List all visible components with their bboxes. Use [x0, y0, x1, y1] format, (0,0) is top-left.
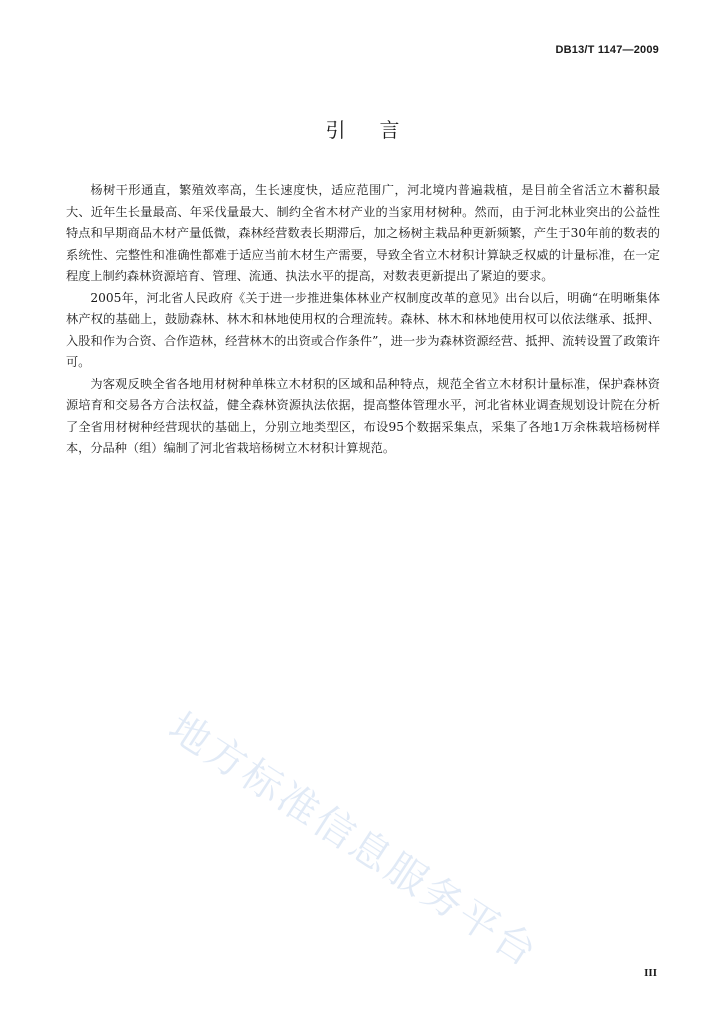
body-text: [66, 180, 660, 460]
paragraph-2: 2005年，河北省人民政府《关于进一步推进集体林业产权制度改革的意见》出台以后，明确“在明晰集体林产权的基础上，鼓励森林、林木和林地使用权的合理流转。森林、林木和林地使用权可以依法继承、抵押、入股和作为合资、合作造林，经营林木的出资或合作条件”，进一步为森林资源经营、抵押、流转设置了政策许可。: [66, 290, 660, 369]
paragraph-1: 杨树干形通直，繁殖效率高，生长速度快，适应范围广，河北境内普遍栽植，是目前全省活立木蓄积最大、近年生长量最高、年采伐量最大、制约全省木材产业的当家用材树种。然而，由于河北林业突出的公益性特点和早期商品木材产量低微，森林经营数表长期滞后，加之杨树主栽品种更新频繁，产生于30年前的数表的系统性、完整性和准确性都难于适应当前木材生产需要，导致全省立木材积计算缺乏权威的计量标准，在一定程度上制约森林资源培育、管理、流通、执法水平的提高，对数表更新提出了紧迫的要求。: [66, 183, 660, 283]
paragraph-3: 为客观反映全省各地用材树种单株立木材积的区域和品种特点，规范全省立木材积计量标准，保护森林资源培育和交易各方合法权益，健全森林资源执法依据，提高整体管理水平，河北省林业调查规划设计院在分析了全省用材树种经营现状的基础上，分别立地类型区，布设95个数据采集点，采集了各地1万余株栽培杨树样本，分品种（组）编制了河北省栽培杨树立木材积计算规范。: [66, 376, 660, 455]
page-number: III: [644, 967, 657, 979]
page-title: 引言: [325, 118, 434, 142]
document-code: DB13/T 1147—2009: [555, 44, 659, 56]
watermark: 地方标准信息服务平台: [160, 704, 547, 977]
